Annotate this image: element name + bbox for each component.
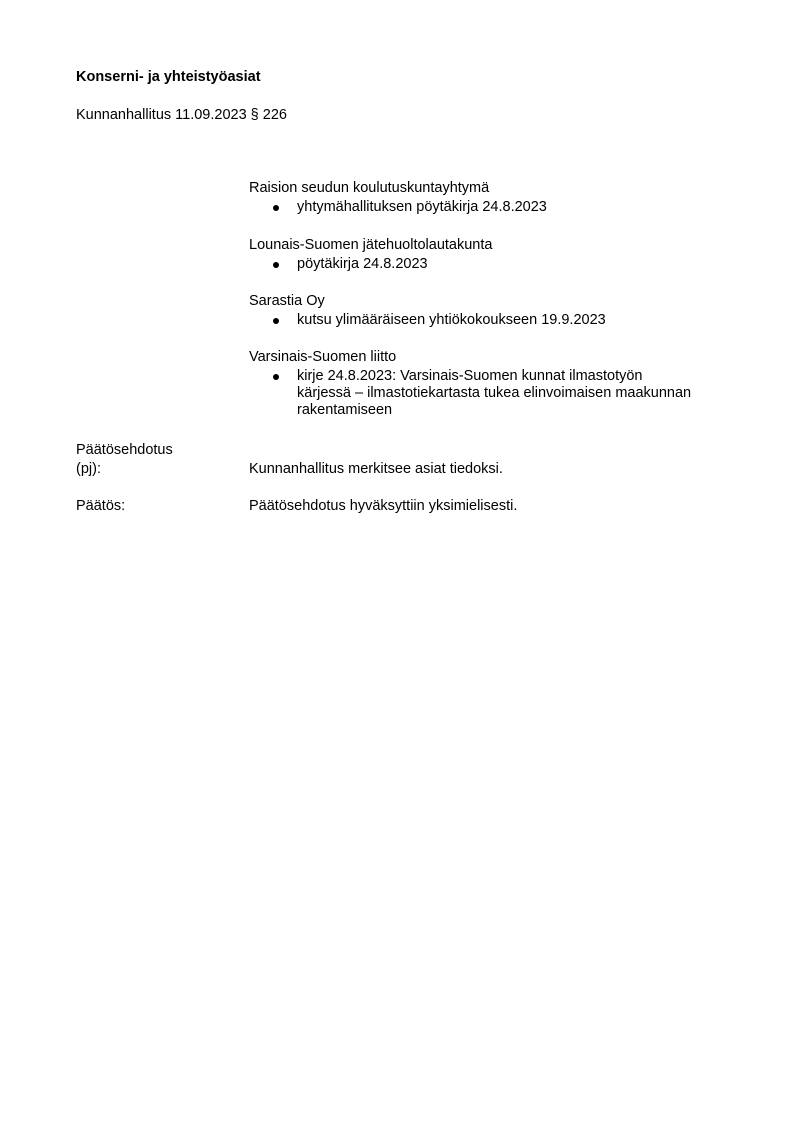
meeting-reference: Kunnanhallitus 11.09.2023 § 226 (76, 107, 287, 123)
bullet-icon (273, 374, 279, 380)
bullet-icon (273, 205, 279, 211)
bullet-item-line: kärjessä – ilmastotiekartasta tukea elinvoimaisen maakunnan (297, 385, 692, 401)
bullet-item-line: yhtymähallituksen pöytäkirja 24.8.2023 (297, 199, 547, 215)
org-name: Lounais-Suomen jätehuoltolautakunta (249, 237, 493, 253)
bullet-item-line: rakentamiseen (297, 402, 393, 418)
org-name: Sarastia Oy (249, 293, 325, 309)
decision-label: Päätös: (76, 498, 126, 514)
bullet-item (297, 256, 428, 273)
proposal-text: Kunnanhallitus merkitsee asiat tiedoksi. (249, 461, 503, 477)
org-name: Raision seudun koulutuskuntayhtymä (249, 180, 490, 196)
bullet-item-line: kirje 24.8.2023: Varsinais-Suomen kunnat ilmastotyön (297, 368, 643, 384)
bullet-item (297, 312, 606, 329)
bullet-item-line: kutsu ylimääräiseen yhtiökokoukseen 19.9.2023 (297, 312, 606, 328)
bullet-icon (273, 318, 279, 324)
bullet-item (297, 199, 547, 216)
bullet-item-line: pöytäkirja 24.8.2023 (297, 256, 428, 272)
proposal-label-suffix: (pj): (76, 461, 101, 477)
bullet-icon (273, 262, 279, 268)
proposal-label: Päätösehdotus (76, 442, 173, 458)
bullet-item (297, 368, 691, 419)
document-title: Konserni- ja yhteistyöasiat (76, 69, 261, 85)
org-name: Varsinais-Suomen liitto (249, 349, 397, 365)
decision-text: Päätösehdotus hyväksyttiin yksimielisesti. (249, 498, 518, 514)
